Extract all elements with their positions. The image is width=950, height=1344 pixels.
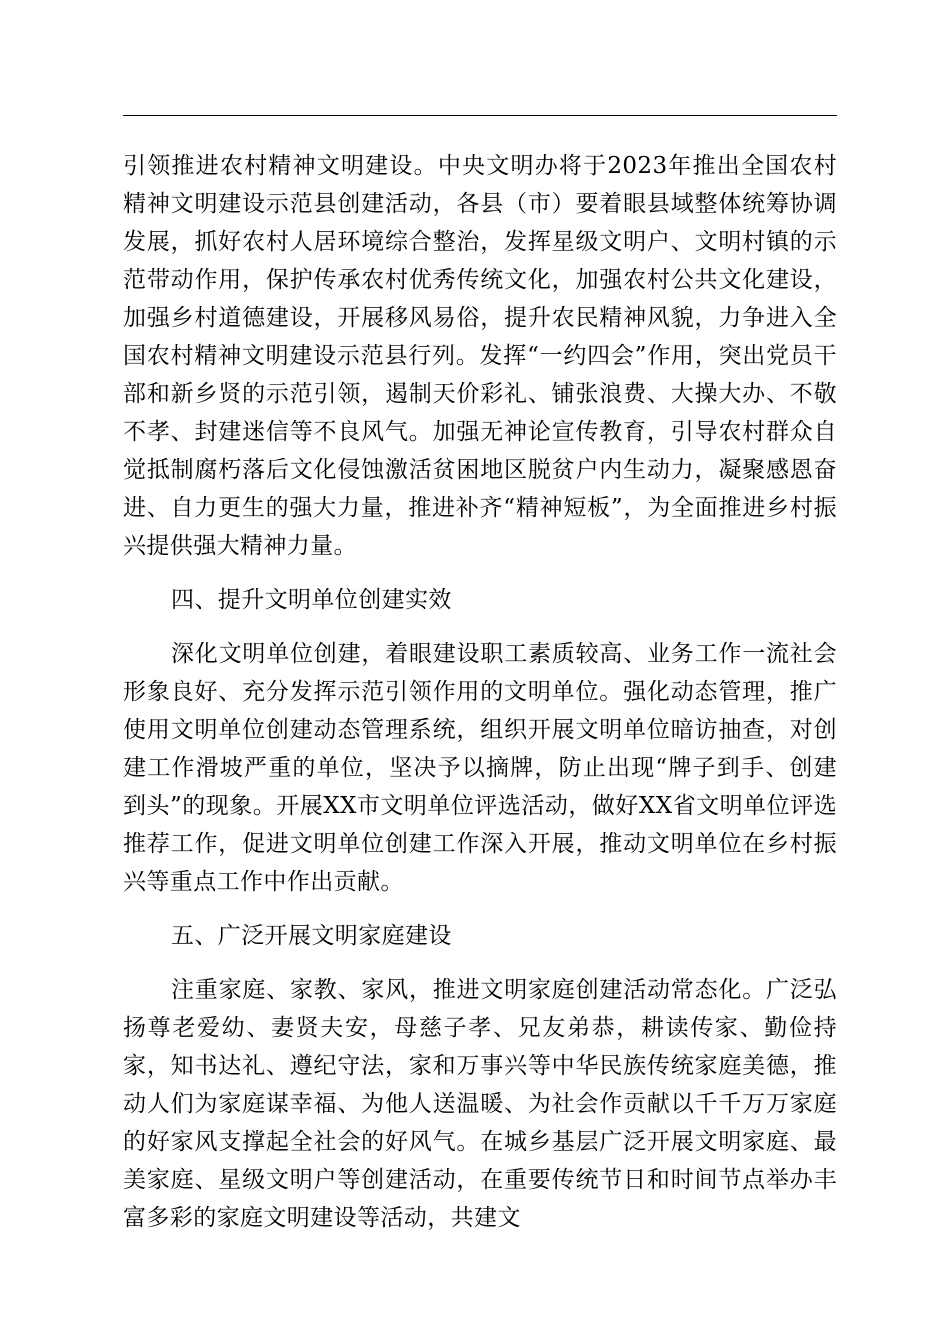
header-divider: [123, 115, 837, 116]
section-heading-5: 五、广泛开展文明家庭建设: [171, 923, 452, 949]
paragraph-continued: 引领推进农村精神文明建设。中央文明办将于2023年推出全国农村精神文明建设示范县创建活动，各县（市）要着眼县域整体统筹协调发展，抓好农村人居环境综合整治，发挥星级文明户、文明村镇的示范带动作用，保护传承农村优秀传统文化，加强农村公共文化建设，加强乡村道德建设，开展移风易俗，提升农民精神风貌，力争进入全国农村精神文明建设示范县行列。发挥“一约四会”作用，突出党员干部和新乡贤的示范引领，遏制天价彩礼、铺张浪费、大操大办、不敬不孝、封建迷信等不良风气。加强无神论宣传教育，引导农村群众自觉抵制腐朽落后文化侵蚀激活贫困地区脱贫户内生动力，凝聚感恩奋进、自力更生的强大力量，推进补齐“精神短板”，为全面推进乡村振兴提供强大精神力量。: [123, 153, 837, 559]
document-body: [123, 147, 837, 1237]
section-heading-4: 四、提升文明单位创建实效: [171, 587, 452, 613]
paragraph-section-4: 深化文明单位创建，着眼建设职工素质较高、业务工作一流社会形象良好、充分发挥示范引领作用的文明单位。强化动态管理，推广使用文明单位创建动态管理系统，组织开展文明单位暗访抽查，对创建工作滑坡严重的单位，坚决予以摘牌，防止出现“牌子到手、创建到头”的现象。开展XX市文明单位评选活动，做好XX省文明单位评选推荐工作，促进文明单位创建工作深入开展，推动文明单位在乡村振兴等重点工作中作出贡献。: [123, 641, 837, 895]
paragraph-section-5: 注重家庭、家教、家风，推进文明家庭创建活动常态化。广泛弘扬尊老爱幼、妻贤夫安，母慈子孝、兄友弟恭，耕读传家、勤俭持家，知书达礼、遵纪守法，家和万事兴等中华民族传统家庭美德，推动人们为家庭谋幸福、为他人送温暖、为社会作贡献以千千万万家庭的好家风支撑起全社会的好风气。在城乡基层广泛开展文明家庭、最美家庭、星级文明户等创建活动，在重要传统节日和时间节点举办丰富多彩的家庭文明建设等活动，共建文: [123, 977, 837, 1231]
